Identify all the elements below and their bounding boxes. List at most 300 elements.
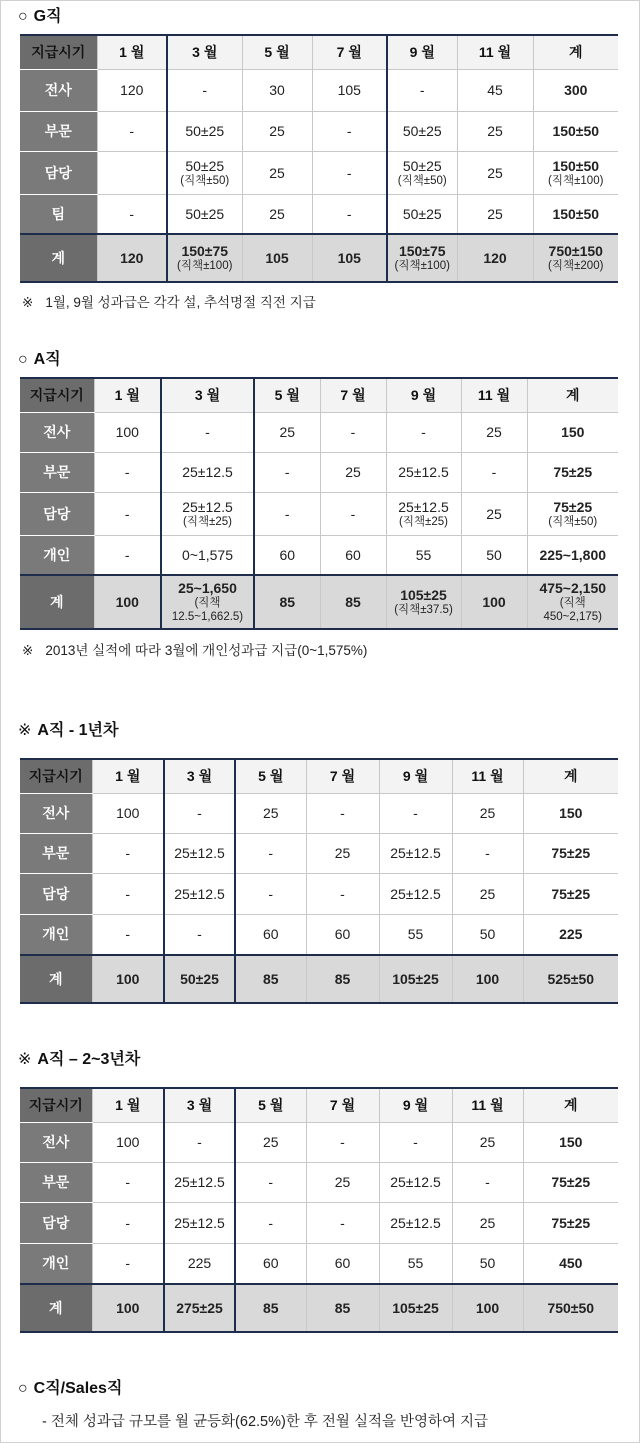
cell-value: - — [197, 805, 202, 821]
cell-value: 60 — [334, 926, 351, 943]
total-cell — [92, 955, 164, 1003]
note-g — [22, 294, 316, 312]
cell-value: 100 — [475, 971, 500, 987]
table-cell — [92, 1162, 164, 1202]
total-label-cell: 계 — [20, 234, 97, 282]
cell-value: 25 — [479, 805, 496, 821]
c-description: - 전체 성과급 규모를 월 균등화(62.5%)한 후 전월 실적을 반영하여 지급 — [42, 1414, 489, 1430]
table-cell — [379, 1122, 452, 1162]
table-cell — [167, 69, 242, 111]
row-sum-cell — [533, 111, 618, 151]
cell-value: 50±25 — [185, 205, 225, 222]
reference-mark: ※ — [18, 722, 32, 739]
cell-value: 100 — [116, 971, 140, 987]
total-cell — [94, 575, 161, 629]
table-row — [20, 452, 618, 492]
table-cell — [452, 833, 523, 873]
total-cell — [523, 955, 618, 1003]
table-cell — [306, 1122, 379, 1162]
cell-value: 100 — [115, 594, 139, 610]
total-cell — [92, 1284, 164, 1332]
total-cell — [387, 234, 457, 282]
total-label-cell: 계 — [20, 1284, 92, 1332]
cell-value: 25 — [345, 464, 361, 480]
cell-value: 105 — [337, 250, 361, 266]
cell-value: 25±12.5 — [390, 885, 441, 902]
cell-subnote: (직책±200) — [548, 260, 604, 272]
cell-value: - — [125, 885, 131, 902]
cell-value: 60 — [262, 926, 279, 943]
cell-value: - — [346, 123, 352, 139]
total-label-cell: 계 — [20, 955, 92, 1003]
row-label-cell: 개인 — [20, 1243, 92, 1284]
table-cell — [320, 535, 386, 575]
row-sum-cell — [533, 194, 618, 234]
table-cell — [312, 194, 387, 234]
cell-value: - — [350, 505, 356, 522]
table-cell — [92, 1202, 164, 1243]
table-total-row — [20, 1284, 618, 1332]
pay-table-g — [20, 34, 618, 283]
table-cell — [254, 452, 320, 492]
row-sum-cell — [523, 873, 618, 914]
table-row — [20, 111, 618, 151]
total-cell — [167, 234, 242, 282]
cell-value: - — [125, 926, 131, 943]
cell-value: 75±25 — [553, 464, 593, 480]
cell-value: 25 — [486, 424, 502, 440]
cell-value: - — [491, 464, 497, 480]
header-month-cell: 1 월 — [97, 35, 167, 69]
header-month-cell: 5 월 — [254, 378, 320, 412]
total-cell — [235, 955, 306, 1003]
cell-value: - — [268, 885, 274, 902]
table-cell — [94, 535, 161, 575]
total-cell — [379, 955, 452, 1003]
cell-value: 25±12.5 — [174, 1174, 225, 1190]
table-cell — [461, 535, 527, 575]
cell-value: - — [125, 1174, 131, 1190]
cell-value: - — [125, 1214, 131, 1231]
cell-value: 85 — [334, 1300, 351, 1316]
table-row — [20, 412, 618, 452]
total-cell — [164, 955, 235, 1003]
row-sum-cell — [527, 412, 618, 452]
table-cell — [379, 833, 452, 873]
table-cell — [306, 1243, 379, 1284]
header-month-cell: 11 월 — [461, 378, 527, 412]
table-cell — [161, 412, 254, 452]
cell-subnote: 450~2,175) — [543, 611, 602, 623]
cell-subnote: (직책 — [559, 597, 586, 609]
table-cell — [306, 793, 379, 833]
cell-value: 50±25 — [185, 157, 225, 174]
table-cell — [235, 914, 306, 955]
cell-value: 75±25 — [553, 498, 593, 515]
cell-value: 75±25 — [551, 885, 591, 902]
row-label-cell: 팀 — [20, 194, 97, 234]
table-row — [20, 194, 618, 234]
table-cell — [386, 535, 461, 575]
section-heading-a1 — [18, 721, 118, 741]
cell-value: 25±12.5 — [398, 498, 449, 515]
row-sum-cell — [527, 492, 618, 535]
header-month-cell: 1 월 — [94, 378, 161, 412]
cell-value: 225~1,800 — [539, 546, 607, 563]
table-cell — [254, 535, 320, 575]
total-cell — [379, 1284, 452, 1332]
total-cell — [306, 1284, 379, 1332]
table-cell — [452, 914, 523, 955]
table-cell — [457, 69, 533, 111]
table-row — [20, 914, 618, 955]
row-sum-cell — [523, 914, 618, 955]
cell-value: - — [346, 205, 352, 222]
section-heading-a23 — [18, 1050, 140, 1070]
cell-subnote: 12.5~1,662.5) — [171, 611, 244, 623]
circle-bullet-icon: ○ — [18, 1380, 28, 1397]
row-label-cell: 전사 — [20, 793, 92, 833]
header-month-cell: 5 월 — [242, 35, 312, 69]
cell-subnote: (직책±25) — [183, 515, 232, 528]
table-cell — [94, 492, 161, 535]
table-cell — [94, 412, 161, 452]
cell-value: 100 — [475, 1300, 500, 1316]
row-sum-cell — [527, 535, 618, 575]
header-month-cell: 7 월 — [306, 1088, 379, 1122]
cell-value: 100 — [116, 805, 140, 821]
cell-value: - — [268, 1174, 274, 1190]
table-cell — [306, 914, 379, 955]
header-month-cell: 계 — [523, 759, 618, 793]
header-month-cell: 계 — [523, 1088, 618, 1122]
cell-value: 750±150 — [548, 243, 603, 259]
section-heading-g — [18, 7, 62, 27]
cell-value: 55 — [415, 546, 432, 563]
cell-value: - — [340, 1134, 345, 1150]
cell-value: - — [284, 464, 290, 480]
cell-value: 50 — [486, 546, 502, 563]
header-month-cell: 계 — [527, 378, 618, 412]
cell-value: - — [129, 205, 135, 222]
cell-value: - — [124, 464, 130, 480]
table-cell — [235, 1202, 306, 1243]
total-cell — [527, 575, 618, 629]
table-cell — [461, 492, 527, 535]
cell-value: 85 — [334, 971, 351, 987]
table-cell — [167, 151, 242, 194]
cell-value: 25 — [479, 1134, 496, 1150]
total-cell — [254, 575, 320, 629]
table-cell — [306, 873, 379, 914]
table-cell — [164, 914, 235, 955]
cell-value: 25 — [479, 1214, 496, 1231]
table-cell — [164, 1162, 235, 1202]
pay-table-a23 — [20, 1087, 618, 1333]
total-cell — [386, 575, 461, 629]
table-cell — [320, 452, 386, 492]
cell-value: 25 — [487, 205, 503, 222]
total-cell — [235, 1284, 306, 1332]
row-label-cell: 담당 — [20, 151, 97, 194]
table-cell — [94, 452, 161, 492]
header-month-cell: 5 월 — [235, 1088, 306, 1122]
table-cell — [306, 833, 379, 873]
cell-value: - — [125, 1255, 131, 1272]
total-cell — [452, 1284, 523, 1332]
table-cell — [92, 914, 164, 955]
cell-value: 25 — [487, 123, 503, 139]
header-month-cell: 1 월 — [92, 1088, 164, 1122]
row-label-cell: 부문 — [20, 111, 97, 151]
cell-value: 0~1,575 — [182, 546, 233, 563]
header-month-cell: 5 월 — [235, 759, 306, 793]
row-sum-cell — [523, 1122, 618, 1162]
table-cell — [312, 69, 387, 111]
table-cell — [235, 1243, 306, 1284]
table-cell — [242, 151, 312, 194]
cell-value: - — [346, 164, 352, 181]
cell-value: 50±25 — [402, 205, 442, 222]
total-cell — [452, 955, 523, 1003]
row-label-cell: 개인 — [20, 535, 94, 575]
cell-subnote: (직책±100) — [177, 260, 233, 272]
cell-value: 25±12.5 — [174, 1214, 225, 1231]
cell-value: 150±75 — [181, 243, 229, 259]
cell-value: 25~1,650 — [178, 580, 237, 596]
table-cell — [164, 793, 235, 833]
row-sum-cell — [523, 793, 618, 833]
cell-value: 25 — [334, 1174, 351, 1190]
cell-value: 150±50 — [552, 157, 600, 174]
table-row — [20, 1162, 618, 1202]
section-title: A직 – 2~3년차 — [37, 1051, 141, 1068]
table-cell — [235, 833, 306, 873]
cell-value: 60 — [262, 1255, 279, 1272]
table-cell — [312, 111, 387, 151]
section-heading-c — [18, 1379, 122, 1399]
cell-value: 100 — [482, 594, 506, 610]
cell-value: - — [419, 82, 425, 98]
cell-value: - — [197, 926, 202, 943]
table-row — [20, 69, 618, 111]
cell-value: 50±25 — [402, 157, 442, 174]
table-cell — [254, 492, 320, 535]
cell-value: 275±25 — [176, 1300, 223, 1316]
header-month-cell: 3 월 — [164, 759, 235, 793]
note-a — [22, 642, 367, 660]
table-cell — [242, 69, 312, 111]
cell-value: 100 — [115, 424, 139, 440]
table-cell — [461, 452, 527, 492]
table-header-row — [20, 759, 618, 793]
table-cell — [387, 111, 457, 151]
cell-value: 475~2,150 — [539, 580, 607, 596]
cell-value: - — [485, 1174, 490, 1190]
header-month-cell: 3 월 — [167, 35, 242, 69]
cell-value: 25±12.5 — [390, 1214, 441, 1231]
section-heading-a — [18, 350, 61, 370]
cell-value: - — [340, 1214, 345, 1231]
table-cell — [320, 412, 386, 452]
table-cell — [379, 1162, 452, 1202]
cell-subnote: (직책±37.5) — [394, 604, 453, 616]
cell-value: 25 — [262, 805, 279, 821]
cell-subnote: (직책±50) — [180, 174, 230, 187]
table-cell — [452, 793, 523, 833]
header-month-cell: 계 — [533, 35, 618, 69]
table-cell — [235, 1122, 306, 1162]
cell-value: 150 — [561, 424, 585, 440]
table-cell — [320, 492, 386, 535]
total-cell — [164, 1284, 235, 1332]
table-cell — [167, 194, 242, 234]
cell-value: 25 — [262, 1134, 279, 1150]
row-sum-cell — [533, 69, 618, 111]
cell-value: 25 — [334, 845, 351, 861]
cell-value: - — [205, 424, 210, 440]
cell-value: 300 — [564, 82, 588, 98]
cell-value: 60 — [334, 1255, 351, 1272]
cell-value: 30 — [269, 82, 285, 98]
cell-value: - — [350, 424, 356, 440]
table-row — [20, 535, 618, 575]
table-cell — [312, 151, 387, 194]
cell-value: 75±25 — [551, 1174, 591, 1190]
table-row — [20, 151, 618, 194]
section-title: G직 — [33, 8, 62, 25]
table-cell — [379, 793, 452, 833]
cell-value: 55 — [407, 926, 424, 943]
table-row — [20, 1122, 618, 1162]
table-cell — [452, 873, 523, 914]
table-row — [20, 873, 618, 914]
cell-value: - — [202, 82, 208, 98]
cell-value: 25±12.5 — [174, 845, 225, 861]
header-month-cell: 7 월 — [320, 378, 386, 412]
row-label-cell: 부문 — [20, 833, 92, 873]
table-cell — [387, 69, 457, 111]
cell-value: 75±25 — [551, 845, 591, 861]
cell-value: 25 — [269, 205, 285, 222]
cell-value: - — [124, 505, 130, 522]
header-label-cell: 지급시기 — [20, 1088, 92, 1122]
header-month-cell: 9 월 — [379, 1088, 452, 1122]
header-month-cell: 11 월 — [457, 35, 533, 69]
table-cell — [164, 1202, 235, 1243]
table-cell — [457, 111, 533, 151]
row-label-cell: 부문 — [20, 1162, 92, 1202]
table-cell — [254, 412, 320, 452]
cell-value: 25±12.5 — [174, 885, 225, 902]
table-cell — [235, 793, 306, 833]
cell-value: 120 — [120, 250, 144, 266]
table-cell — [92, 873, 164, 914]
cell-value: 100 — [116, 1300, 140, 1316]
section-title: C직/Sales직 — [33, 1380, 123, 1397]
note-text: 2013년 실적에 따라 3월에 개인성과급 지급(0~1,575%) — [45, 643, 368, 658]
table-cell — [161, 492, 254, 535]
table-cell — [386, 452, 461, 492]
table-cell — [161, 535, 254, 575]
table-cell — [167, 111, 242, 151]
cell-value: 105±25 — [392, 971, 439, 987]
table-cell — [461, 412, 527, 452]
header-month-cell: 11 월 — [452, 759, 523, 793]
total-cell — [312, 234, 387, 282]
table-cell — [387, 194, 457, 234]
table-cell — [97, 194, 167, 234]
total-label-cell: 계 — [20, 575, 94, 629]
total-cell — [320, 575, 386, 629]
row-label-cell: 담당 — [20, 873, 92, 914]
table-cell — [164, 833, 235, 873]
cell-value: - — [485, 845, 490, 861]
cell-value: 50 — [479, 1255, 496, 1272]
cell-value: 60 — [345, 546, 361, 563]
table-cell — [97, 151, 167, 194]
note-mark: ※ — [22, 643, 34, 658]
table-row — [20, 1202, 618, 1243]
cell-value: - — [129, 123, 135, 139]
table-cell — [306, 1162, 379, 1202]
cell-value: 25±12.5 — [390, 845, 441, 861]
cell-value: 25 — [269, 164, 285, 181]
table-cell — [92, 793, 164, 833]
cell-value: - — [197, 1134, 202, 1150]
table-cell — [97, 69, 167, 111]
row-label-cell: 부문 — [20, 452, 94, 492]
header-month-cell: 7 월 — [312, 35, 387, 69]
cell-value: 85 — [279, 594, 296, 610]
row-label-cell: 전사 — [20, 412, 94, 452]
table-header-row — [20, 35, 618, 69]
note-mark: ※ — [22, 295, 34, 310]
cell-value: 50±25 — [402, 123, 442, 139]
total-cell — [306, 955, 379, 1003]
cell-subnote: (직책±50) — [548, 515, 598, 528]
cell-subnote: (직책 — [194, 597, 221, 609]
table-cell — [92, 1243, 164, 1284]
cell-value: 25±12.5 — [398, 464, 449, 480]
cell-value: 105±25 — [392, 1300, 439, 1316]
table-cell — [379, 1202, 452, 1243]
pay-table-a1 — [20, 758, 618, 1004]
header-label-cell: 지급시기 — [20, 759, 92, 793]
header-month-cell: 3 월 — [164, 1088, 235, 1122]
cell-value: - — [125, 845, 131, 861]
cell-value: 25 — [269, 123, 285, 139]
cell-value: 50±25 — [180, 971, 219, 987]
cell-subnote: (직책±100) — [548, 174, 604, 187]
table-cell — [164, 873, 235, 914]
header-month-cell: 9 월 — [386, 378, 461, 412]
total-cell — [461, 575, 527, 629]
cell-value: - — [413, 1134, 418, 1150]
table-cell — [387, 151, 457, 194]
table-cell — [92, 1122, 164, 1162]
table-cell — [457, 151, 533, 194]
header-month-cell: 11 월 — [452, 1088, 523, 1122]
cell-value: 750±50 — [547, 1300, 595, 1316]
row-sum-cell — [523, 1162, 618, 1202]
row-sum-cell — [523, 1202, 618, 1243]
table-header-row — [20, 1088, 618, 1122]
cell-subnote: (직책±50) — [397, 174, 447, 187]
cell-subnote: (직책±100) — [394, 260, 450, 272]
row-sum-cell — [523, 833, 618, 873]
table-cell — [386, 492, 461, 535]
